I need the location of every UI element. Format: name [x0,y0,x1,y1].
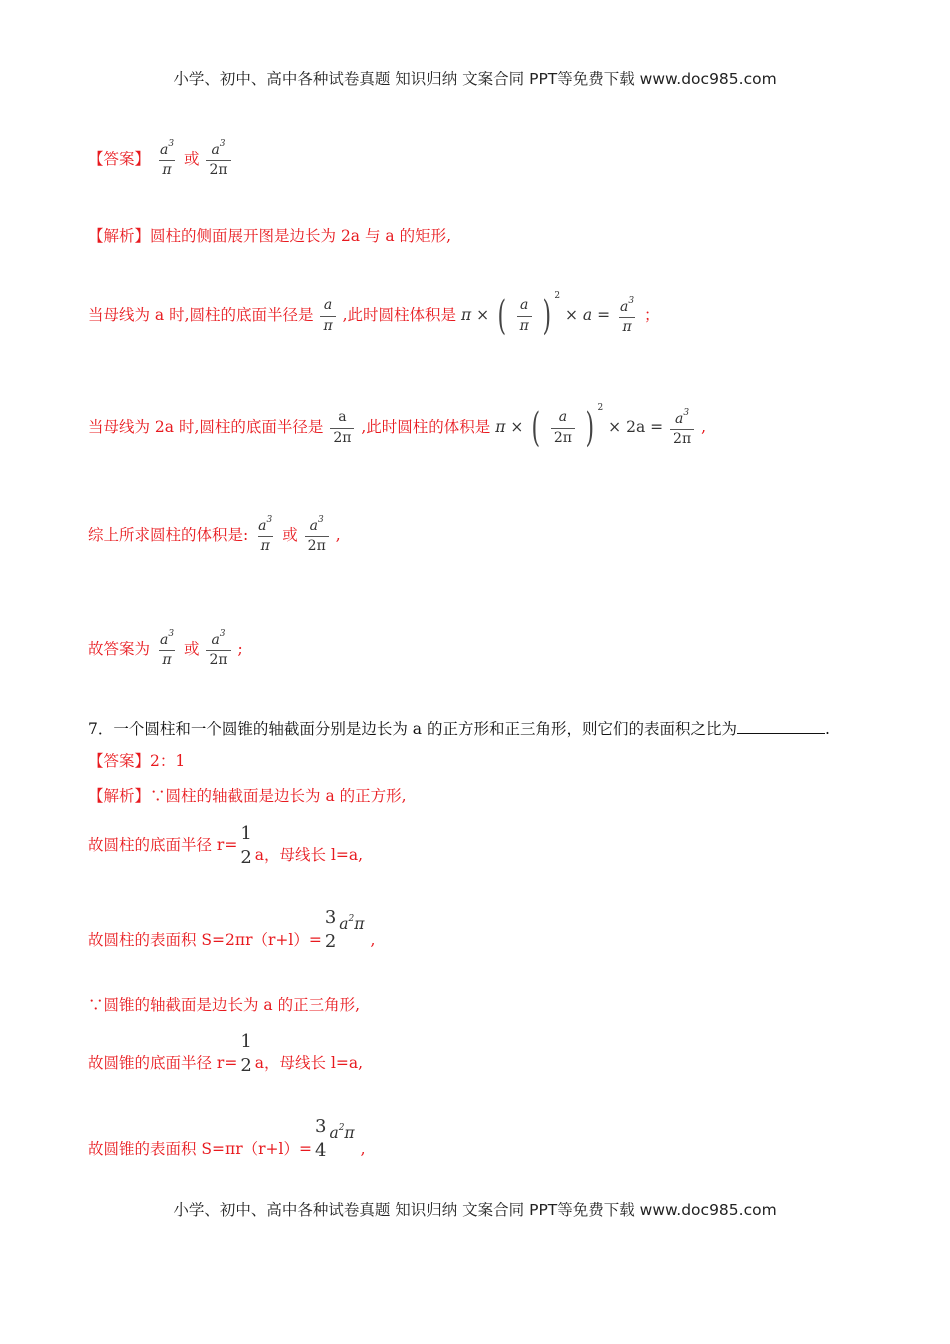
analysis-label: 【解析】 [88,787,151,805]
text: a，母线长 l=a, [254,1054,364,1073]
fraction: $\frac{a}{\pi}$ [320,298,335,334]
or-text: 或 [282,525,298,544]
fraction: 3 4 [314,1116,327,1161]
answer-label: 【答案】 [88,149,151,168]
math-expr: × 2a = [608,418,664,437]
punct: ； [644,306,660,325]
text: ∵圆锥的轴截面是边长为 a 的正三角形, [88,996,361,1014]
q7-line-5 [88,1032,363,1076]
fraction: $\frac{a^3}{\pi}$ [159,629,175,669]
analysis-label: 【解析】 [88,227,151,245]
math-expr: π × [495,418,524,437]
punct: , [335,525,341,544]
q7-analysis-1 [88,789,407,805]
analysis-line-1 [88,229,451,245]
math-expr: × a = [565,306,611,325]
text: a，母线长 l=a, [254,846,364,865]
page-footer: 小学、初中、高中各种试卷真题 知识归纳 文案合同 PPT等免费下载 www.doc985.com [173,1201,777,1219]
summary-text: 综上所求圆柱的体积是: [88,525,249,544]
text: 故圆柱的表面积 S=2πr（r+l）= [88,931,322,950]
q7-line-3 [88,908,375,952]
fraction: $\frac{a^3}{\pi}$ [159,139,175,179]
fraction: $\frac{a^3}{2\pi}$ [206,630,230,669]
final-line [88,630,243,669]
fraction: 1 2 [240,1031,252,1076]
case2-line: 当母线为 2a 时,圆柱的底面半径是 $\frac{a}{2\pi}$ ,此时圆柱的体积是 π × ( $\frac{a}{2\pi}$ ) $^2$ × 2a = $\frac{a^3}{2\pi}$ , [88,403,707,451]
text: 故圆柱的底面半径 r= [88,836,238,855]
final-text: 故答案为 [88,639,151,658]
math-expr: $a^2\pi$ [339,914,365,934]
summary-line [88,516,341,555]
punct: , [360,1140,366,1159]
fraction: $\frac{a^3}{\pi}$ [258,515,273,555]
punct: ; [237,639,243,658]
math-expr: π × [460,306,490,325]
fraction: $\frac{a^3}{2\pi}$ [305,516,329,555]
question-7 [88,719,830,738]
punct: , [701,418,707,437]
answer-value: 2：1 [150,752,186,770]
or-text: 或 [183,149,200,168]
paren-left: ( [497,293,507,339]
question-text: 7．一个圆柱和一个圆锥的轴截面分别是边长为 a 的正方形和正三角形，则它们的表面积之比为 [88,720,737,738]
text: 故圆锥的表面积 S=πr（r+l）= [88,1140,312,1159]
answer-blank [737,719,825,734]
q7-answer [88,754,185,770]
q7-line-2 [88,824,363,868]
fraction: 1 2 [240,823,252,868]
q7-line-4 [88,998,360,1014]
q7-line-6 [88,1117,366,1161]
fraction: $\frac{a}{2\pi}$ [551,410,575,446]
punct: . [824,720,830,738]
answer-line-1 [88,140,233,179]
fraction: $\frac{a}{\pi}$ [517,298,532,334]
paren-right: ) [585,405,594,451]
fraction: $\frac{a^3}{\pi}$ [620,295,635,335]
or-text: 或 [183,639,200,658]
case2-text-b: ,此时圆柱的体积是 [361,418,491,437]
case2-text: 当母线为 2a 时,圆柱的底面半径是 [88,418,324,437]
answer-label: 【答案】 [88,752,151,770]
text: 故圆锥的底面半径 r= [88,1054,238,1073]
fraction: 3 2 [324,907,337,952]
case1-text: 当母线为 a 时,圆柱的底面半径是 [88,306,314,325]
fraction: $\frac{a}{2\pi}$ [330,410,354,446]
math-expr: $a^2\pi$ [329,1123,355,1143]
paren-right: ) [542,293,551,339]
paren-left: ( [531,405,541,451]
case1-text-b: ,此时圆柱体积是 [342,306,457,325]
page-header: 小学、初中、高中各种试卷真题 知识归纳 文案合同 PPT等免费下载 www.doc985.com [173,70,777,88]
case1-line: 当母线为 a 时,圆柱的底面半径是 $\frac{a}{\pi}$ ,此时圆柱体积是 π × ( $\frac{a}{\pi}$ ) $^2$ × a = $\frac{a^3}{\pi}$ ； [88,291,660,339]
fraction: $\frac{a^3}{2\pi}$ [206,140,230,179]
analysis-text: ∵圆柱的轴截面是边长为 a 的正方形, [150,787,407,805]
punct: , [370,931,376,950]
analysis-text: 圆柱的侧面展开图是边长为 2a 与 a 的矩形, [150,227,451,245]
fraction: $\frac{a^3}{2\pi}$ [670,409,694,448]
